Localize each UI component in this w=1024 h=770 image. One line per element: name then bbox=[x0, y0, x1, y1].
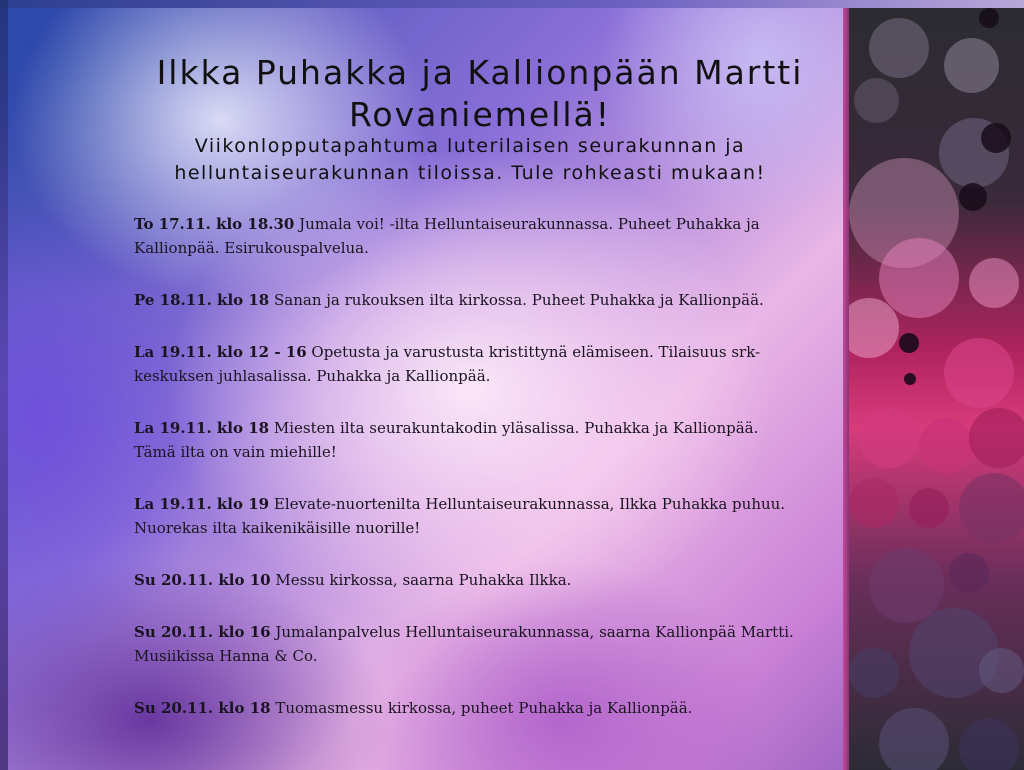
event-time: La 19.11. klo 12 - 16 bbox=[134, 343, 307, 361]
bubble-decoration bbox=[869, 548, 944, 623]
event-description: Tuomasmessu kirkossa, puheet Puhakka ja Kallionpää. bbox=[270, 699, 693, 717]
event-item bbox=[134, 288, 794, 312]
page-top-border bbox=[0, 0, 1024, 8]
event-time: La 19.11. klo 18 bbox=[134, 419, 270, 437]
event-item bbox=[134, 212, 794, 260]
bubble-decoration bbox=[849, 478, 899, 528]
page-left-border bbox=[0, 0, 8, 770]
bubble-decoration bbox=[879, 238, 959, 318]
bubble-decoration bbox=[949, 553, 989, 593]
bubble-decoration bbox=[899, 333, 919, 353]
bubble-decoration bbox=[959, 183, 987, 211]
event-time: Su 20.11. klo 16 bbox=[134, 623, 271, 641]
decorative-bubble-panel bbox=[849, 8, 1024, 770]
bubble-decoration bbox=[959, 718, 1019, 770]
event-time: La 19.11. klo 19 bbox=[134, 495, 270, 513]
event-description: Miesten ilta seurakuntakodin yläsalissa. Puhakka ja Kallionpää. Tämä ilta on vain miehille! bbox=[134, 419, 759, 461]
bubble-decoration bbox=[959, 473, 1024, 543]
event-description: Sanan ja rukouksen ilta kirkossa. Puheet Puhakka ja Kallionpää. bbox=[269, 291, 764, 309]
bubble-decoration bbox=[909, 488, 949, 528]
event-item bbox=[134, 340, 794, 388]
event-item bbox=[134, 492, 794, 540]
bubble-decoration bbox=[969, 408, 1024, 468]
event-description: Messu kirkossa, saarna Puhakka Ilkka. bbox=[270, 571, 572, 589]
bubble-decoration bbox=[944, 38, 999, 93]
event-item bbox=[134, 620, 794, 668]
event-time: To 17.11. klo 18.30 bbox=[134, 215, 295, 233]
bubble-decoration bbox=[849, 648, 899, 698]
bubble-decoration bbox=[904, 373, 916, 385]
event-description: Jumala voi! -ilta Helluntaiseurakunnassa. Puheet Puhakka ja Kallionpää. Esirukouspalvelua. bbox=[134, 215, 760, 257]
page-subtitle: Viikonlopputapahtuma luterilaisen seurakunnan ja helluntaiseurakunnan tiloissa. Tule rohkeasti mukaan! bbox=[174, 135, 766, 184]
event-time: Pe 18.11. klo 18 bbox=[134, 291, 270, 309]
event-time: Su 20.11. klo 18 bbox=[134, 699, 271, 717]
page-title: Ilkka Puhakka ja Kallionpään Martti Rovaniemellä! bbox=[156, 53, 804, 134]
bubble-decoration bbox=[879, 708, 949, 770]
event-description: Elevate-nuortenilta Helluntaiseurakunnassa, Ilkka Puhakka puhuu. Nuorekas ilta kaikenikäisille nuorille! bbox=[134, 495, 786, 537]
event-list bbox=[134, 212, 794, 748]
event-item bbox=[134, 416, 794, 464]
bubble-decoration bbox=[981, 123, 1011, 153]
bubble-decoration bbox=[869, 18, 929, 78]
bubble-decoration bbox=[979, 8, 999, 28]
event-description: Opetusta ja varustusta kristittynä elämiseen. Tilaisuus srk-keskuksen juhlasalissa. Puhakka ja Kallionpää. bbox=[134, 343, 761, 385]
bubble-decoration bbox=[969, 258, 1019, 308]
bubble-decoration bbox=[854, 78, 899, 123]
event-time: Su 20.11. klo 10 bbox=[134, 571, 271, 589]
event-description: Jumalanpalvelus Helluntaiseurakunnassa, saarna Kallionpää Martti. Musiikissa Hanna & Co. bbox=[134, 623, 794, 665]
bubble-decoration bbox=[944, 338, 1014, 408]
bubble-decoration bbox=[859, 408, 919, 468]
event-item bbox=[134, 568, 794, 592]
bubble-decoration bbox=[979, 648, 1024, 693]
bubble-decoration bbox=[919, 418, 974, 473]
event-item bbox=[134, 696, 794, 720]
